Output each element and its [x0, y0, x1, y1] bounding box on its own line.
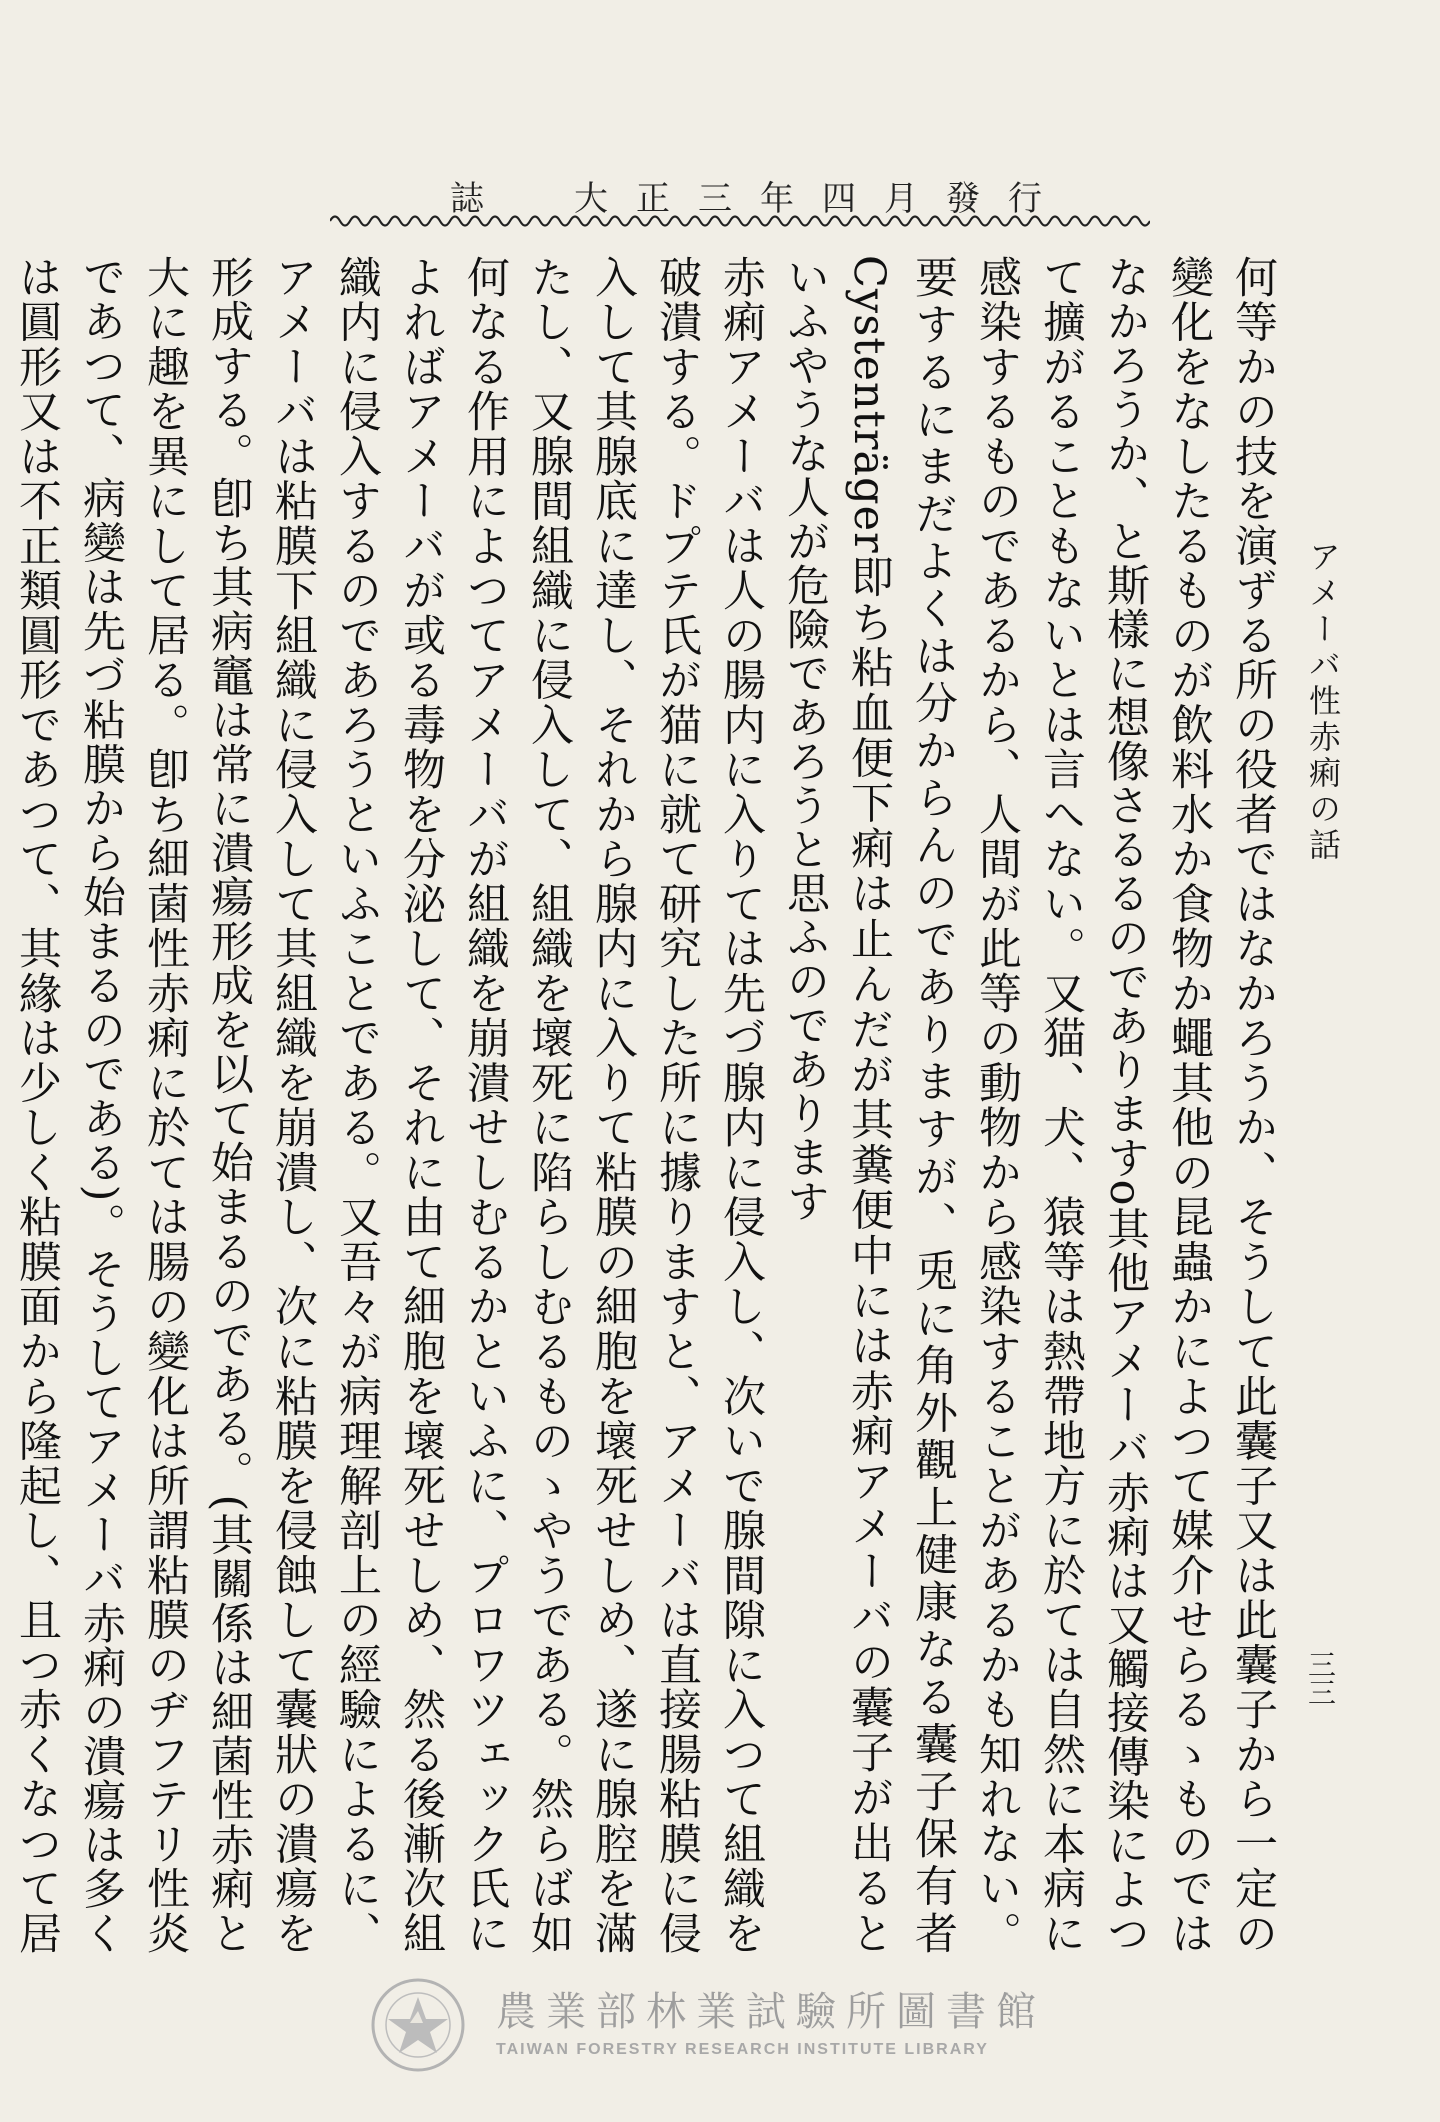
page-number: 三三 — [1304, 1650, 1337, 1706]
paragraph-1: 何等かの技を演ずる所の役者ではなかろうか、そうして此囊子又は此囊子から一定の變化をなしたるものが飲料水か食物か蠅其他の昆蟲かによつて媒介せらるゝものではなかろうか、と斯樣に想像さるるのでありますo其他アメーバ赤痢は又觸接傳染によつて擴がることもないとは言へない。又猫、犬、猿等は熱帶地方に於ては自然に本病に感染するものであるから、人間が此等の動物から感染することがあるかも知れない。要するにまだよくは分からんのでありますが、兎に角外觀上健康なる囊子保有者Cystenträger即ち粘血便下痢は止んだが其糞便中には赤痢アメーバの囊子が出るといふやうな人が危險であろうと思ふのであります — [780, 255, 1278, 1956]
paragraph-2: 赤痢アメーバは人の腸内に入りては先づ腺内に侵入し、次いで腺間隙に入つて組織を破潰する。ドプテ氏が猫に就て研究した所に據りますと、アメーバは直接腸粘膜に侵入して其腺底に達し、それから腺内に入りて粘膜の細胞を壞死せしめ、遂に腺腔を滿たし、又腺間組織に侵入して、組織を壞死に陷らしむるものゝやうである。然らば如何なる作用によつてアメーバが組織を崩潰せしむるかといふに、プロワツェック氏によればアメーバが或る毒物を分泌して、それに由て細胞を壞死せしめ、然る後漸次組織内に侵入するのであろうといふことである。又吾々が病理解剖上の經驗によるに、アメーバは粘膜下組織に侵入して其組織を崩潰し、次に粘膜を侵蝕して囊狀の潰瘍を形成する。卽ち其病竈は常に潰瘍形成を以て始まるのである。(其關係は細菌性赤痢と大に趣を異にして居る。卽ち細菌性赤痢に於ては腸の變化は所謂粘膜のヂフテリ性炎であつて、病變は先づ粘膜から始まるのである)。そうしてアメーバ赤痢の潰瘍は多くは圓形又は不正類圓形であつて、其緣は少しく粘膜面から隆起し、且つ赤くなつて居 — [12, 255, 766, 1955]
library-name-english: TAIWAN FORESTRY RESEARCH INSTITUTE LIBRARY — [496, 2041, 989, 2058]
body-text — [12, 255, 1285, 1956]
library-watermark — [370, 1970, 1090, 2080]
page-header: 誌 大正三年四月發行 — [450, 178, 1070, 219]
running-title: アメーバ性赤痢の話 — [1304, 540, 1342, 864]
library-seal-icon — [370, 1977, 466, 2073]
library-name-chinese: 農業部林業試驗所圖書館 — [496, 1989, 1046, 2035]
decorative-wave-rule — [330, 212, 1150, 230]
